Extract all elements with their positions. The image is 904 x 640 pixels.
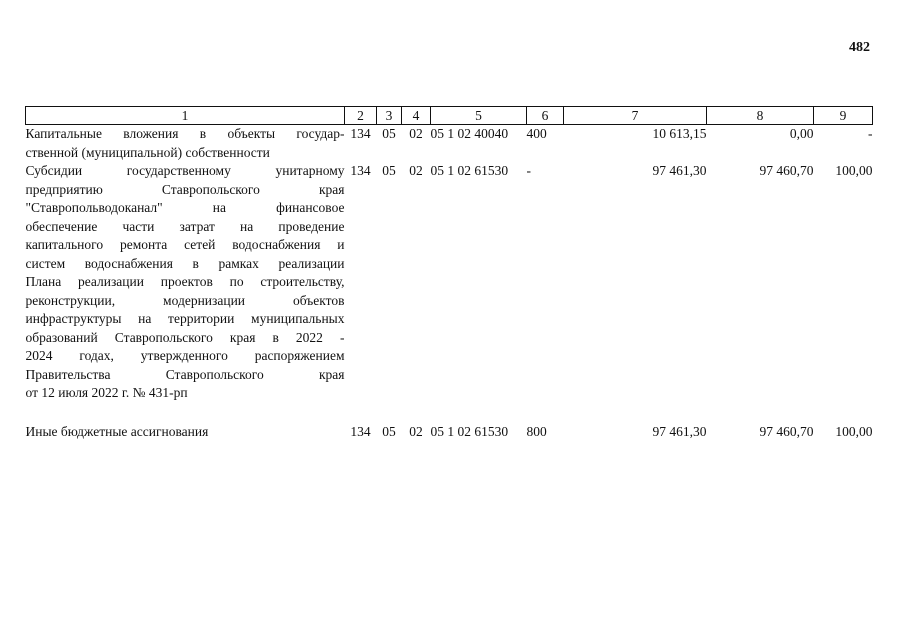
description-line: Правительства Ставропольского края bbox=[25, 366, 345, 382]
cell-col7: 97 461,30 bbox=[652, 423, 707, 439]
row-description bbox=[26, 162, 345, 403]
cell-col8: 0,00 bbox=[789, 126, 814, 141]
cell-section: 05 bbox=[382, 163, 396, 178]
description-line: инфраструктуры на территории муниципальных bbox=[25, 311, 345, 326]
description-line: систем водоснабжения в рамках реализации bbox=[25, 255, 345, 271]
cell-section: 05 bbox=[382, 126, 396, 141]
description-line: от 12 июля 2022 г. № 431-рп bbox=[25, 385, 188, 400]
description-line: Капитальные вложения в объекты государ- bbox=[25, 126, 345, 141]
cell-target-article: 05 1 02 61530 bbox=[430, 163, 509, 178]
column-header: 8 bbox=[707, 107, 814, 125]
page-number: 482 bbox=[849, 40, 870, 55]
cell-expense-type: - bbox=[526, 163, 531, 178]
description-line: Иные бюджетные ассигнования bbox=[25, 423, 209, 439]
cell-expense-type: 400 bbox=[526, 126, 547, 141]
cell-target-article: 05 1 02 61530 bbox=[430, 423, 509, 439]
column-header: 9 bbox=[814, 107, 873, 125]
cell-col8: 97 460,70 bbox=[759, 163, 814, 178]
cell-subsection: 02 bbox=[409, 163, 423, 178]
row-spacer bbox=[26, 403, 873, 423]
cell-expense-type: 800 bbox=[526, 423, 547, 439]
description-line: капитального ремонта сетей водоснабжения и bbox=[25, 237, 345, 252]
description-line: обеспечение части затрат на проведение bbox=[25, 218, 345, 234]
budget-table bbox=[25, 106, 873, 441]
table-row bbox=[26, 423, 873, 442]
cell-target-article: 05 1 02 40040 bbox=[430, 126, 509, 141]
table-row bbox=[26, 125, 873, 163]
description-line: Субсидии государственному унитарному bbox=[25, 163, 345, 178]
description-line: 2024 годах, утвержденного распоряжением bbox=[25, 348, 345, 363]
cell-col9: 100,00 bbox=[835, 423, 873, 439]
table-row bbox=[26, 162, 873, 403]
cell-col7: 10 613,15 bbox=[652, 126, 707, 141]
description-line: образований Ставропольского края в 2022 - bbox=[25, 329, 345, 345]
cell-ministry-code: 134 bbox=[350, 163, 371, 178]
column-header: 4 bbox=[402, 107, 431, 125]
cell-section: 05 bbox=[382, 423, 396, 439]
table-header-row bbox=[26, 107, 873, 125]
column-header: 7 bbox=[564, 107, 707, 125]
row-description bbox=[26, 125, 345, 163]
column-header: 6 bbox=[527, 107, 564, 125]
column-header: 3 bbox=[377, 107, 402, 125]
description-line: предприятию Ставропольского края bbox=[25, 181, 345, 197]
cell-col7: 97 461,30 bbox=[652, 163, 707, 178]
description-line: ственной (муниципальной) собственности bbox=[25, 144, 270, 160]
column-header: 2 bbox=[345, 107, 377, 125]
spacer-cell bbox=[26, 403, 873, 423]
description-line: "Ставропольводоканал" на финансовое bbox=[25, 200, 345, 215]
description-line: реконструкции, модернизации объектов bbox=[25, 292, 345, 308]
cell-col9: - bbox=[868, 126, 873, 141]
column-header: 1 bbox=[26, 107, 345, 125]
cell-col9: 100,00 bbox=[835, 163, 873, 178]
column-header: 5 bbox=[431, 107, 527, 125]
cell-subsection: 02 bbox=[409, 423, 423, 439]
cell-col8: 97 460,70 bbox=[759, 423, 814, 439]
row-description bbox=[26, 423, 345, 442]
cell-ministry-code: 134 bbox=[350, 423, 371, 439]
description-line: Плана реализации проектов по строительству, bbox=[25, 274, 345, 289]
cell-subsection: 02 bbox=[409, 126, 423, 141]
cell-ministry-code: 134 bbox=[350, 126, 371, 141]
